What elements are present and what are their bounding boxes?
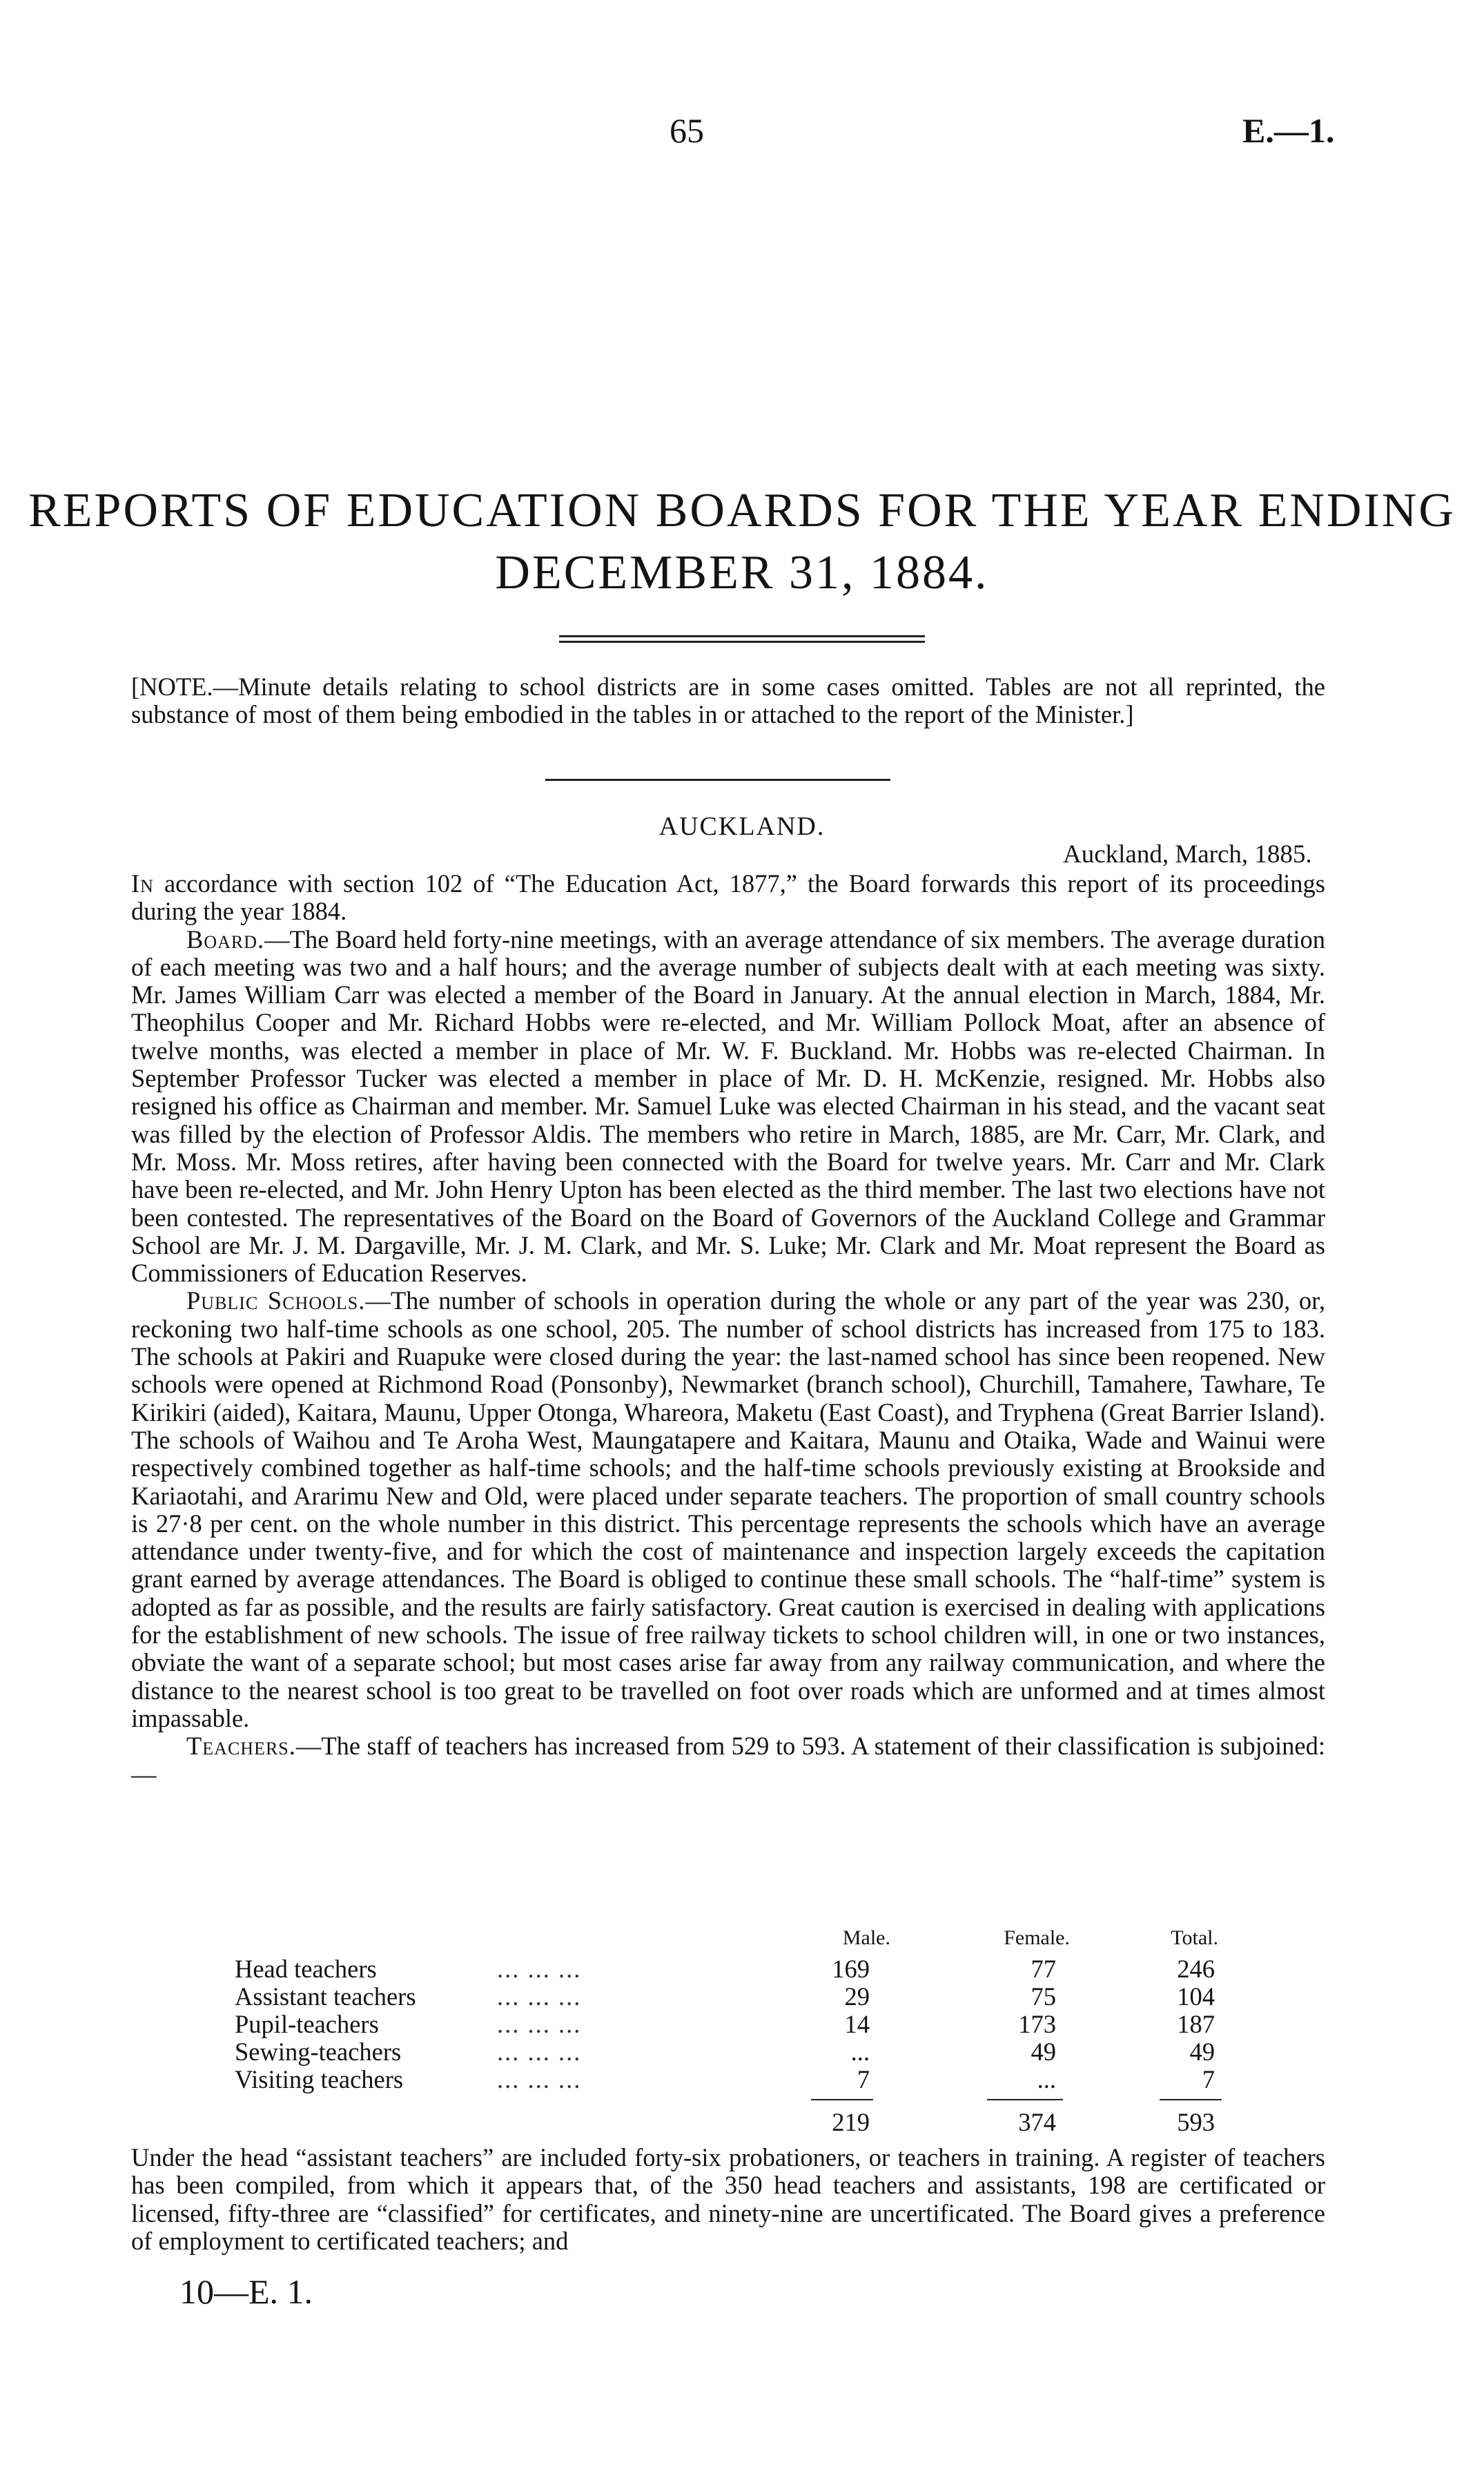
sum-rule-male — [811, 2099, 873, 2100]
cell-male: 14 — [844, 2010, 870, 2038]
total-female: 374 — [1018, 2108, 1056, 2136]
cell-female: 75 — [1031, 1982, 1056, 2011]
board-text: —The Board held forty-nine meetings, with an average attendance of six members. The average duration of each meeting was two and a half hours; and the average number of subjects dealt with at each meeting was sixty. Mr. James William Carr was elected a member of the Board in January. At the annual election in March, 1884, Mr. Theophilus Cooper and Mr. Richard Hobbs were re-elected, and Mr. William Pollock Moat, after an absence of twelve months, was elected a member in place of Mr. W. F. Buckland. Mr. Hobbs was re-elected Chairman. In September Professor Tucker was elected a member in place of Mr. D. H. McKenzie, resigned. Mr. Hobbs also resigned his office as Chairman and member. Mr. Samuel Luke was elected Chairman in his stead, and the vacant seat was filled by the election of Professor Aldis. The members who retire in March, 1885, are Mr. Carr, Mr. Clark, and Mr. Moss. Mr. Moss retires, after having been connected with the Board for twelve years. Mr. Carr and Mr. Clark have been re-elected, and Mr. John Henry Upton has been elected as the third member. The last two elections have not been contested. The representatives of the Board on the Board of Governors of the Auckland College and Grammar School are Mr. J. M. Dargaville, Mr. J. M. Clark, and Mr. S. Luke; Mr. Clark and Mr. Moat represent the Board as Commissioners of Education Reserves. — [131, 925, 1325, 1288]
dot-leader: ... ... ... — [497, 2038, 582, 2066]
note-rule — [545, 779, 890, 781]
dot-leader: ... ... ... — [497, 1982, 582, 2011]
signature-mark: 10—E. 1. — [179, 2272, 313, 2311]
intro-text: accordance with section 102 of “The Education Act, 1877,” the Board forwards this report of its proceedings during the year 1884. — [131, 869, 1325, 926]
row-label: Head teachers — [235, 1955, 377, 1983]
row-label: Visiting teachers — [235, 2065, 404, 2093]
dateline: Auckland, March, 1885. — [1063, 840, 1312, 869]
cell-total: 104 — [1177, 1982, 1215, 2011]
paragraph-closing: Under the head “assistant teachers” are included forty-six probationers, or teachers in training. A register of teachers has been compiled, from which it appears that, of the 350 head teachers and assistants, 198 are certificated or licensed, fifty-three are “classified” for certificates, and ninety-nine are uncertificated. The Board gives a preference of employment to certificated teachers; and — [131, 2143, 1325, 2255]
dot-leader: ... ... ... — [497, 2010, 582, 2038]
cell-male: 29 — [844, 1982, 870, 2011]
report-title-line-1: REPORTS OF EDUCATION BOARDS FOR THE YEAR ENDING — [28, 484, 1456, 537]
row-label: Pupil-teachers — [235, 2010, 379, 2038]
report-title-line-2: DECEMBER 31, 1884. — [495, 546, 989, 599]
column-header-total: Total. — [1171, 1926, 1218, 1949]
cell-female: ... — [1037, 2065, 1056, 2093]
intro-lead: In — [131, 869, 154, 898]
cell-total: 49 — [1189, 2038, 1215, 2066]
column-header-male: Male. — [842, 1926, 890, 1949]
paragraph-intro — [131, 870, 1325, 926]
dot-leader: ... ... ... — [497, 1955, 582, 1983]
public-schools-heading: Public Schools. — [186, 1286, 366, 1315]
editorial-note: [NOTE.—Minute details relating to school districts are in some cases omitted. Tables are not all reprinted, the substance of most of them being embodied in the tables in or attached to the report of the Minister.] — [131, 672, 1325, 729]
total-male: 219 — [832, 2108, 870, 2136]
paragraph-public-schools — [131, 1287, 1325, 1732]
table-row — [0, 2037, 1484, 2064]
cell-female: 173 — [1018, 2010, 1056, 2038]
table-row — [0, 2064, 1484, 2092]
table-totals-row — [0, 2107, 1484, 2135]
table-row — [0, 1954, 1484, 1982]
cell-male: 7 — [857, 2065, 870, 2093]
total-total: 593 — [1177, 2108, 1215, 2136]
page-number: 65 — [670, 111, 704, 150]
table-row — [0, 2009, 1484, 2037]
section-heading: AUCKLAND. — [658, 812, 826, 841]
cell-male: ... — [850, 2038, 870, 2066]
public-schools-text: —The number of schools in operation during the whole or any part of the year was 230, or, reckoning two half-time schools as one school, 205. The number of school districts has increased from 175 to 183. The schools at Pakiri and Ruapuke were closed during the year: the last-named school has since been reopened. New schools were opened at Richmond Road (Ponsonby), Newmarket (branch school), Churchill, Tamahere, Tawhare, Te Kirikiri (aided), Kaitara, Maunu, Upper Otonga, Whareora, Maketu (East Coast), and Tryphena (Great Barrier Island). The schools of Waihou and Te Aroha West, Maungatapere and Kaitara, Maunu and Otaika, Wade and Wainui were respectively combined together as half-time schools; and the half-time schools previously existing at Brookside and Kariaotahi, and Ararimu New and Old, were placed under separate teachers. The proportion of small country schools is 27·8 per cent. on the whole number in this district. This percentage represents the schools which have an average attendance under twenty-five, and for which the cost of maintenance and inspection largely exceeds the capitation grant earned by average attendances. The Board is obliged to continue these small schools. The “half-time” system is adopted as far as possible, and the results are fairly satisfactory. Great caution is exercised in dealing with applications for the establishment of new schools. The issue of free railway tickets to school children will, in one or two instances, obviate the want of a separate school; but most cases arise far away from any railway communication, and where the distance to the nearest school is too great to be travelled on foot over roads which are unformed and at times almost impassable. — [131, 1286, 1325, 1732]
cell-total: 246 — [1177, 1955, 1215, 1983]
page-code: E.—1. — [1242, 111, 1335, 150]
dot-leader: ... ... ... — [497, 2065, 582, 2093]
column-header-female: Female. — [1004, 1926, 1070, 1949]
sum-rule-total — [1160, 2099, 1222, 2100]
teachers-text: —The staff of teachers has increased from 529 to 593. A statement of their classification is subjoined:— — [131, 1732, 1325, 1788]
sum-rule-female — [987, 2099, 1063, 2100]
cell-female: 49 — [1031, 2038, 1056, 2066]
cell-male: 169 — [832, 1955, 870, 1983]
cell-female: 77 — [1031, 1955, 1056, 1983]
cell-total: 187 — [1177, 2010, 1215, 2038]
report-body — [131, 870, 1325, 1788]
board-heading: Board. — [186, 925, 265, 954]
teachers-heading: Teachers. — [186, 1732, 296, 1761]
row-label: Sewing-teachers — [235, 2038, 402, 2066]
table-row — [0, 1982, 1484, 2009]
cell-total: 7 — [1202, 2065, 1215, 2093]
title-double-rule — [559, 635, 925, 643]
paragraph-board — [131, 926, 1325, 1288]
row-label: Assistant teachers — [235, 1982, 416, 2011]
paragraph-teachers — [131, 1732, 1325, 1788]
